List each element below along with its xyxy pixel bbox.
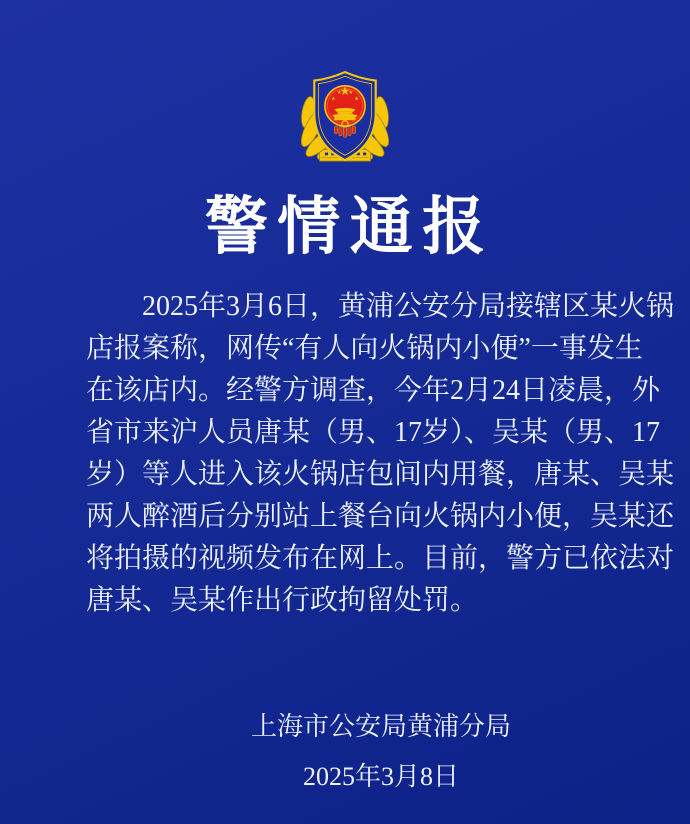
body-line-5: 岁）等人进入该火锅店包间内用餐，唐某、吴某: [86, 459, 675, 490]
notice-title: 警情通报: [204, 192, 495, 262]
notice-body: [86, 286, 675, 622]
body-line-4: 省市来沪人员唐某（男、17岁）、吴某（男、17: [86, 417, 661, 448]
issue-date: 2025年3月8日: [302, 762, 459, 791]
body-line-6: 两人醉酒后分别站上餐台向火锅内小便，吴某还: [86, 501, 675, 532]
body-line-1: 2025年3月6日，黄浦公安分局接辖区某火锅: [142, 291, 675, 322]
police-badge-icon: [292, 57, 398, 174]
body-line-8: 唐某、吴某作出行政拘留处罚。: [86, 585, 479, 616]
signature-block: [131, 710, 631, 794]
body-line-7: 将拍摄的视频发布在网上。目前，警方已依法对: [86, 543, 675, 574]
issuing-agency: 上海市公安局黄浦分局: [250, 712, 511, 741]
body-line-2: 店报案称，网传“有人向火锅内小便”一事发生: [86, 333, 643, 364]
police-badge-svg: [292, 57, 398, 174]
body-line-3: 在该店内。经警方调查，今年2月24日凌晨，外: [86, 375, 661, 406]
